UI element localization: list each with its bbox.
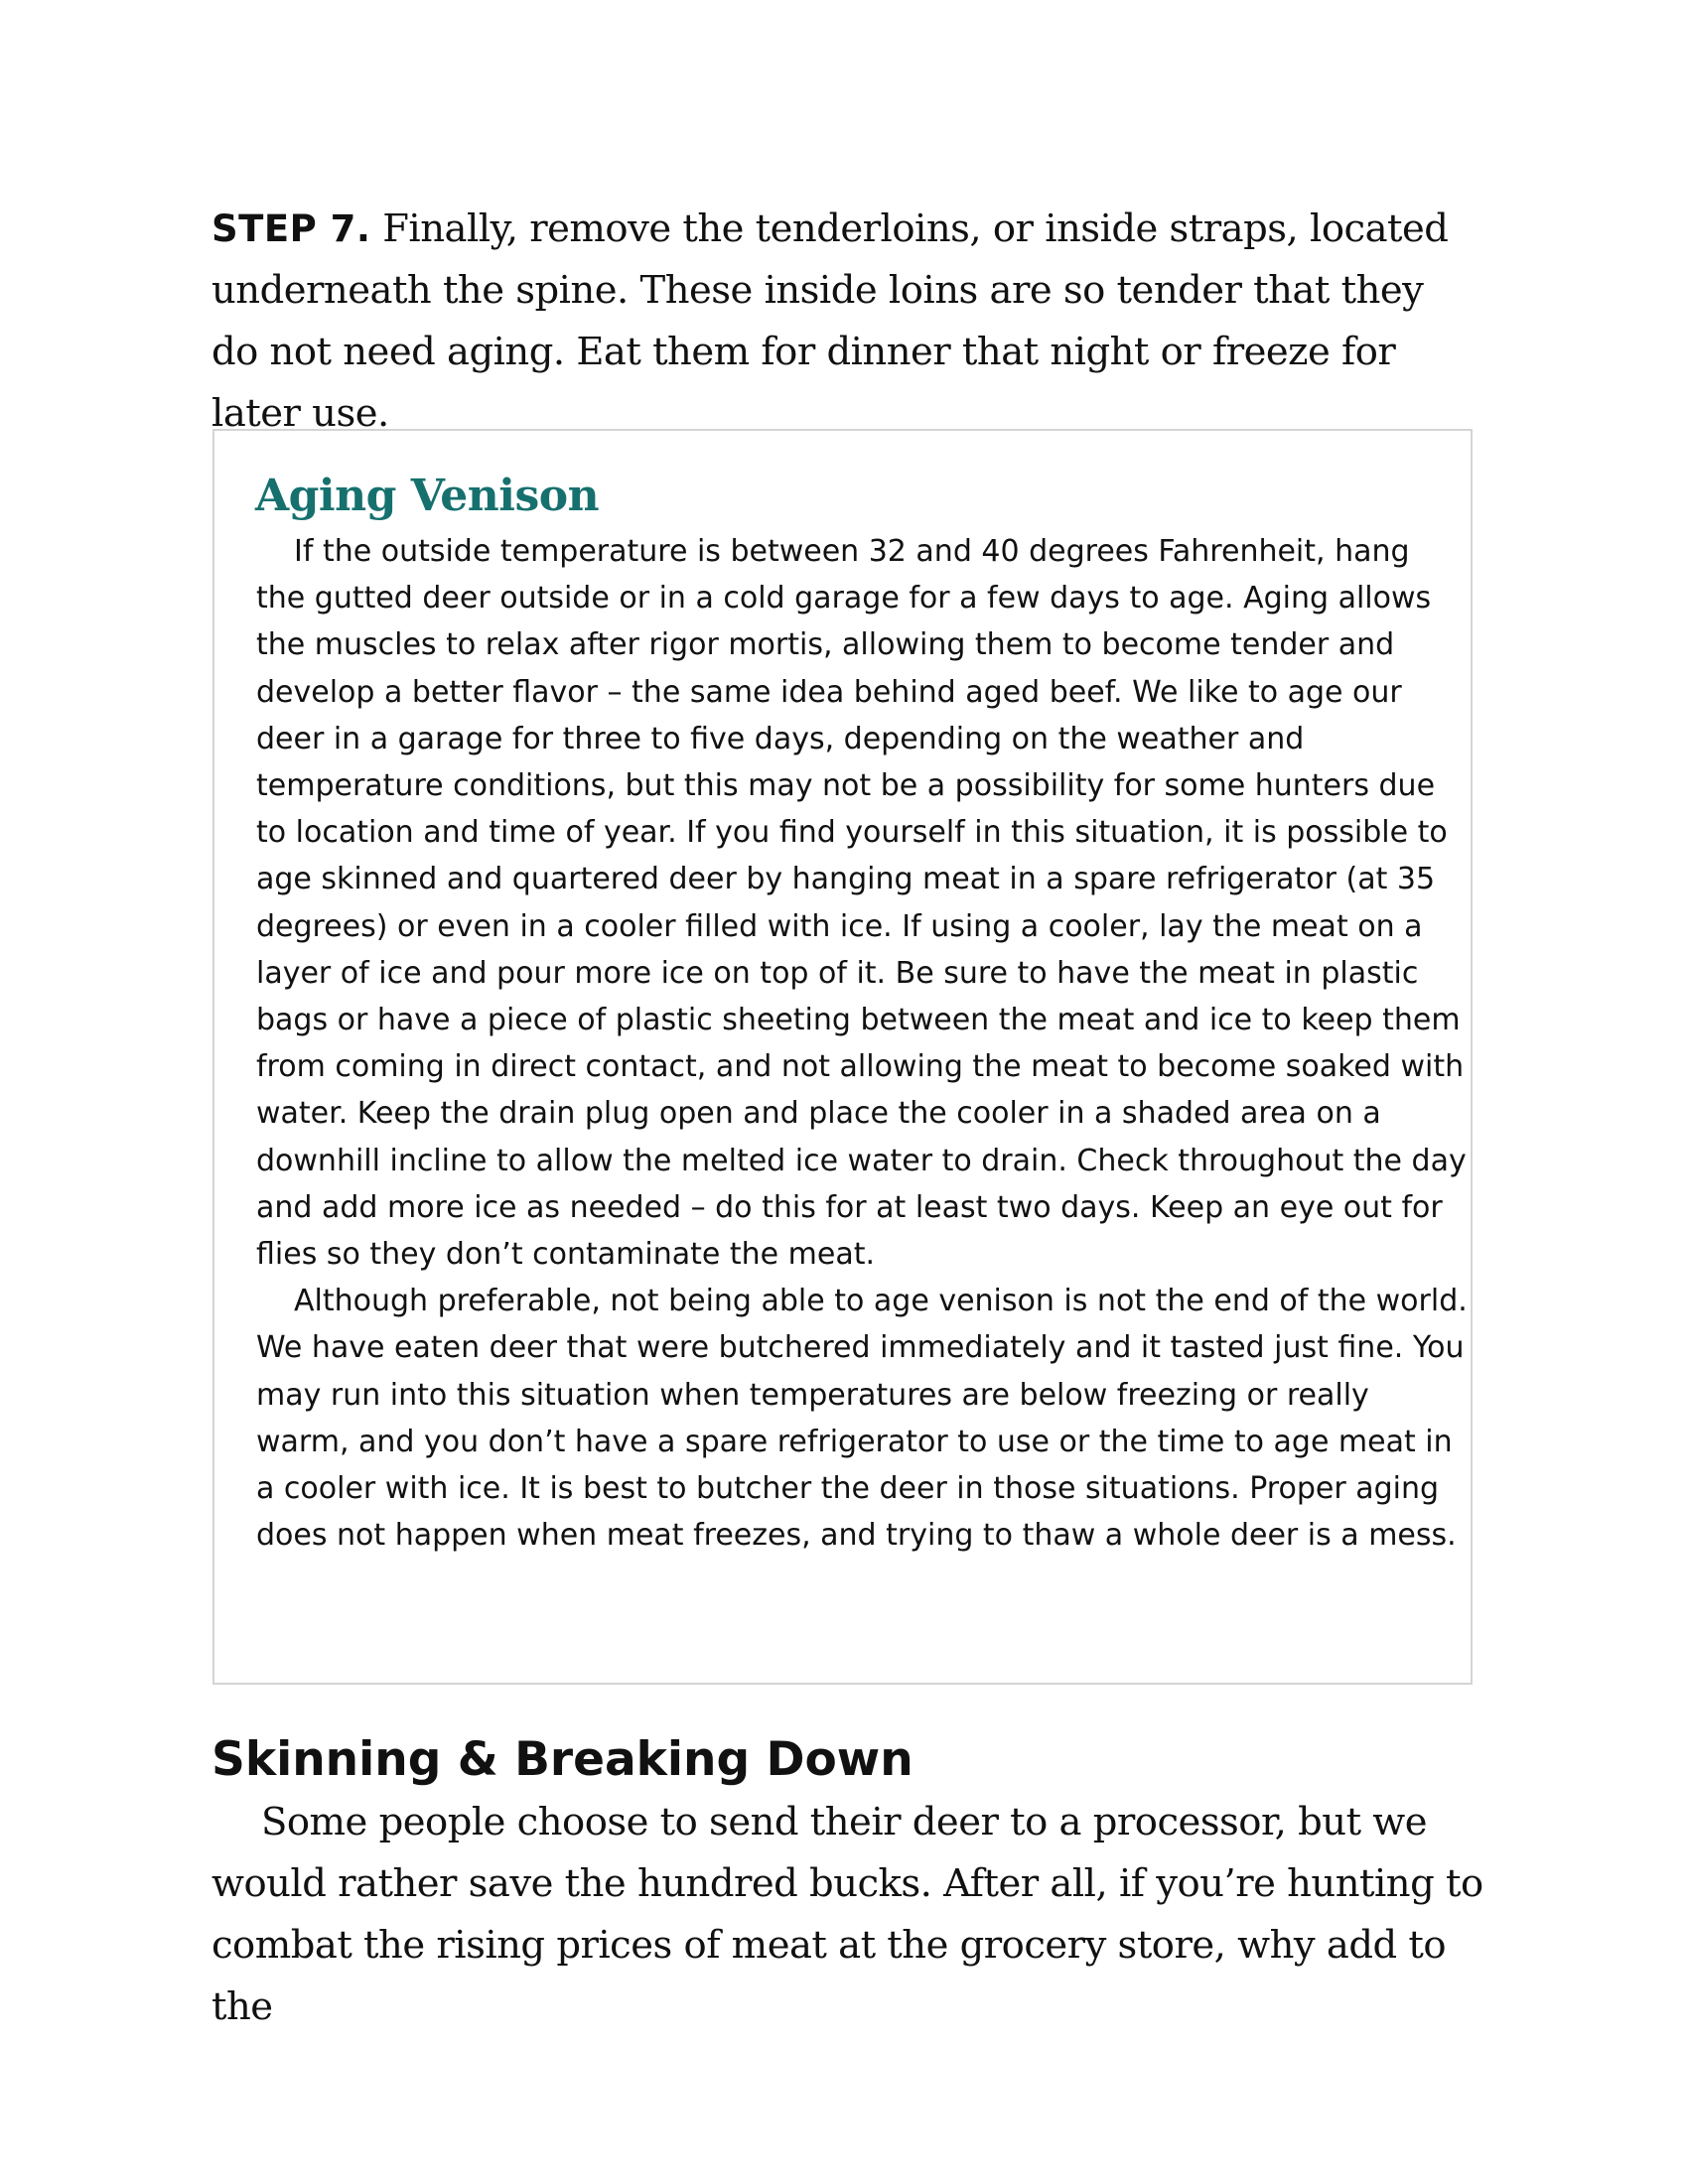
sidebar-paragraph: Although preferable, not being able to age venison is not the end of the world. We have eaten deer that were butchered immediately and it tasted just fine. You may run into this situation when temperatures are below freezing or really warm, and you don’t have a spare refrigerator to use or the time to age meat in a cooler with ice. It is best to butcher the deer in those situations. Proper aging does not happen when meat freezes, and trying to thaw a whole deer is a mess.: [256, 1284, 1468, 1554]
step-label: STEP 7.: [211, 207, 371, 250]
aging-venison-sidebar: [212, 429, 1473, 1685]
sidebar-body: [256, 528, 1468, 1559]
section-heading: Skinning & Breaking Down: [211, 1732, 914, 1787]
step-7-block: [211, 199, 1477, 445]
step-7-paragraph: [211, 199, 1477, 445]
section-body: [211, 1792, 1492, 2038]
sidebar-paragraph: If the outside temperature is between 32 and 40 degrees Fahrenheit, hang the gutted deer outside or in a cold garage for a few days to age. Aging allows the muscles to relax after rigor mortis, allowing them to become tender and develop a better flavor – the same idea behind aged beef. We like to age our deer in a garage for three to five days, depending on the weather and temperature conditions, but this may not be a possibility for some hunters due to location and time of year. If you find yourself in this situation, it is possible to age skinned and quartered deer by hanging meat in a spare refrigerator (at 35 degrees) or even in a cooler filled with ice. If using a cooler, lay the meat on a layer of ice and pour more ice on top of it. Be sure to have the meat in plastic bags or have a piece of plastic sheeting between the meat and ice to keep them from coming in direct contact, and not allowing the meat to become soaked with water. Keep the drain plug open and place the cooler in a shaded area on a downhill incline to allow the melted ice water to drain. Check throughout the day and add more ice as needed – do this for at least two days. Keep an eye out for flies so they don’t contaminate the meat.: [256, 534, 1467, 1273]
section-paragraph: Some people choose to send their deer to a processor, but we would rather save the hundred bucks. After all, if you’re hunting to combat the rising prices of meat at the grocery store, why add to the: [211, 1800, 1483, 2029]
step-text: Finally, remove the tenderloins, or inside straps, located underneath the spine. These inside loins are so tender that they do not need aging. Eat them for dinner that night or freeze for later use.: [211, 206, 1449, 436]
sidebar-title: Aging Venison: [255, 471, 600, 521]
